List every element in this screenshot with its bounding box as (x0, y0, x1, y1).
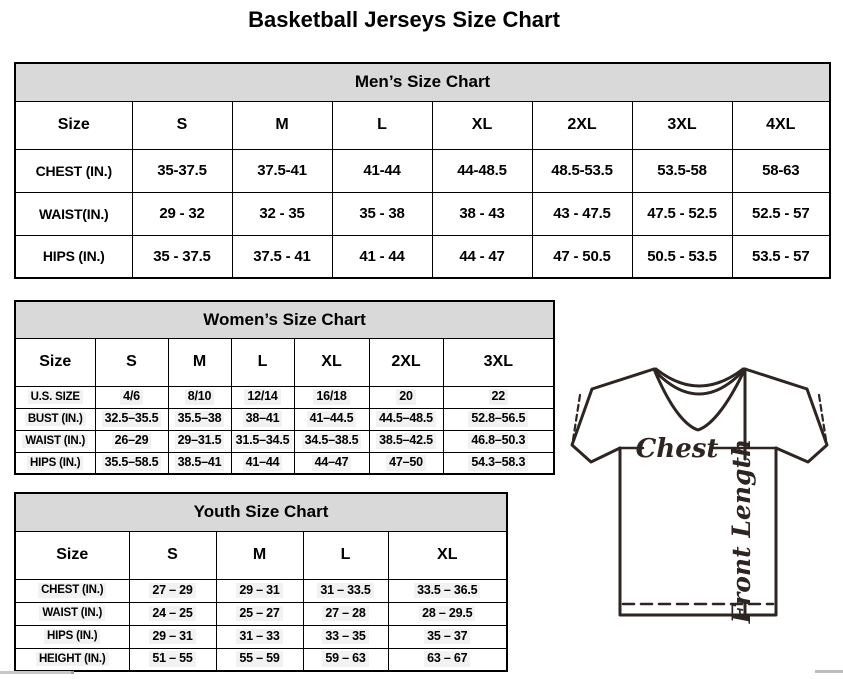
chest-label: Chest (635, 434, 719, 464)
size-value-cell: 44–47 (294, 452, 369, 474)
size-value-cell: 29 - 32 (132, 192, 232, 235)
size-value-cell: 52.5 - 57 (732, 192, 830, 235)
size-value-cell: 26–29 (95, 430, 168, 452)
size-value-cell: 35 – 37 (388, 625, 507, 648)
table-row (15, 235, 830, 278)
row-label: WAIST (IN.) (15, 602, 129, 625)
table-row (15, 602, 507, 625)
size-value-cell: 29 – 31 (129, 625, 216, 648)
size-value-cell: 48.5-53.5 (532, 149, 632, 192)
size-value-cell: 55 – 59 (216, 648, 303, 671)
size-value-cell: 41 - 44 (332, 235, 432, 278)
row-label: HIPS (IN.) (15, 625, 129, 648)
size-value-cell: 8/10 (168, 386, 231, 408)
table-row (15, 579, 507, 602)
size-value-cell: 35 - 37.5 (132, 235, 232, 278)
column-header: L (303, 531, 388, 579)
size-value-cell: 41–44 (231, 452, 294, 474)
size-value-cell: 59 – 63 (303, 648, 388, 671)
table-row (15, 430, 554, 452)
size-value-cell: 31.5–34.5 (231, 430, 294, 452)
row-label: HIPS (IN.) (15, 235, 132, 278)
horizontal-scrollbar-thumb[interactable] (0, 671, 74, 674)
table-row (15, 625, 507, 648)
size-value-cell: 31 – 33 (216, 625, 303, 648)
size-value-cell: 38.5–41 (168, 452, 231, 474)
youth-chart-title: Youth Size Chart (15, 493, 507, 531)
women-chart-title: Women’s Size Chart (15, 301, 554, 338)
size-value-cell: 47.5 - 52.5 (632, 192, 732, 235)
row-label: CHEST (IN.) (15, 149, 132, 192)
size-value-cell: 28 – 29.5 (388, 602, 507, 625)
size-value-cell: 20 (369, 386, 443, 408)
table-row (15, 408, 554, 430)
column-header: Size (15, 338, 95, 386)
column-header: M (232, 101, 332, 149)
column-header: L (231, 338, 294, 386)
size-value-cell: 16/18 (294, 386, 369, 408)
row-label: WAIST (IN.) (15, 430, 95, 452)
right-shoulder-seam (745, 369, 807, 389)
column-header: 4XL (732, 101, 830, 149)
size-value-cell: 27 – 29 (129, 579, 216, 602)
size-value-cell: 63 – 67 (388, 648, 507, 671)
table-row (15, 648, 507, 671)
column-header: 2XL (369, 338, 443, 386)
youth-size-chart-table (14, 492, 508, 672)
size-value-cell: 53.5 - 57 (732, 235, 830, 278)
column-header: Size (15, 101, 132, 149)
size-value-cell: 32.5–35.5 (95, 408, 168, 430)
page-title: Basketball Jerseys Size Chart (248, 7, 560, 32)
size-value-cell: 47 - 50.5 (532, 235, 632, 278)
collar-inner-line (655, 371, 743, 394)
column-header: Size (15, 531, 129, 579)
size-value-cell: 44.5–48.5 (369, 408, 443, 430)
size-value-cell: 32 - 35 (232, 192, 332, 235)
row-label: U.S. SIZE (15, 386, 95, 408)
size-value-cell: 43 - 47.5 (532, 192, 632, 235)
jersey-measurement-diagram (563, 365, 836, 627)
men-chart-title: Men’s Size Chart (15, 63, 830, 101)
size-value-cell: 41-44 (332, 149, 432, 192)
column-header: 3XL (632, 101, 732, 149)
size-value-cell: 33.5 – 36.5 (388, 579, 507, 602)
size-value-cell: 51 – 55 (129, 648, 216, 671)
front-length-label: Front Length (727, 438, 756, 624)
size-value-cell: 58-63 (732, 149, 830, 192)
column-header: S (132, 101, 232, 149)
size-value-cell: 52.8–56.5 (443, 408, 554, 430)
size-value-cell: 53.5-58 (632, 149, 732, 192)
size-value-cell: 54.3–58.3 (443, 452, 554, 474)
column-header: M (216, 531, 303, 579)
row-label: BUST (IN.) (15, 408, 95, 430)
table-row (15, 192, 830, 235)
column-header: 3XL (443, 338, 554, 386)
mens-size-chart-table (14, 62, 831, 279)
table-row (15, 149, 830, 192)
horizontal-scrollbar-fragment[interactable] (815, 670, 843, 673)
size-value-cell: 41–44.5 (294, 408, 369, 430)
size-value-cell: 12/14 (231, 386, 294, 408)
row-label: HIPS (IN.) (15, 452, 95, 474)
size-value-cell: 38.5–42.5 (369, 430, 443, 452)
size-value-cell: 35 - 38 (332, 192, 432, 235)
row-label: HEIGHT (IN.) (15, 648, 129, 671)
column-header: S (129, 531, 216, 579)
size-value-cell: 4/6 (95, 386, 168, 408)
size-value-cell: 38 - 43 (432, 192, 532, 235)
size-value-cell: 33 – 35 (303, 625, 388, 648)
size-value-cell: 31 – 33.5 (303, 579, 388, 602)
size-value-cell: 35-37.5 (132, 149, 232, 192)
left-shoulder-seam (592, 369, 654, 389)
column-header: M (168, 338, 231, 386)
column-header: XL (432, 101, 532, 149)
column-header: S (95, 338, 168, 386)
column-header: 2XL (532, 101, 632, 149)
size-value-cell: 22 (443, 386, 554, 408)
size-value-cell: 29–31.5 (168, 430, 231, 452)
size-value-cell: 50.5 - 53.5 (632, 235, 732, 278)
size-value-cell: 34.5–38.5 (294, 430, 369, 452)
size-value-cell: 25 – 27 (216, 602, 303, 625)
size-value-cell: 27 – 28 (303, 602, 388, 625)
womens-size-chart-table (14, 300, 555, 475)
row-label: WAIST(IN.) (15, 192, 132, 235)
column-header: XL (388, 531, 507, 579)
size-value-cell: 37.5-41 (232, 149, 332, 192)
size-value-cell: 46.8–50.3 (443, 430, 554, 452)
size-value-cell: 44 - 47 (432, 235, 532, 278)
table-row (15, 386, 554, 408)
size-value-cell: 44-48.5 (432, 149, 532, 192)
size-value-cell: 35.5–38 (168, 408, 231, 430)
column-header: XL (294, 338, 369, 386)
size-value-cell: 38–41 (231, 408, 294, 430)
column-header: L (332, 101, 432, 149)
size-value-cell: 35.5–58.5 (95, 452, 168, 474)
size-value-cell: 24 – 25 (129, 602, 216, 625)
table-row (15, 452, 554, 474)
size-value-cell: 29 – 31 (216, 579, 303, 602)
size-value-cell: 47–50 (369, 452, 443, 474)
size-value-cell: 37.5 - 41 (232, 235, 332, 278)
row-label: CHEST (IN.) (15, 579, 129, 602)
